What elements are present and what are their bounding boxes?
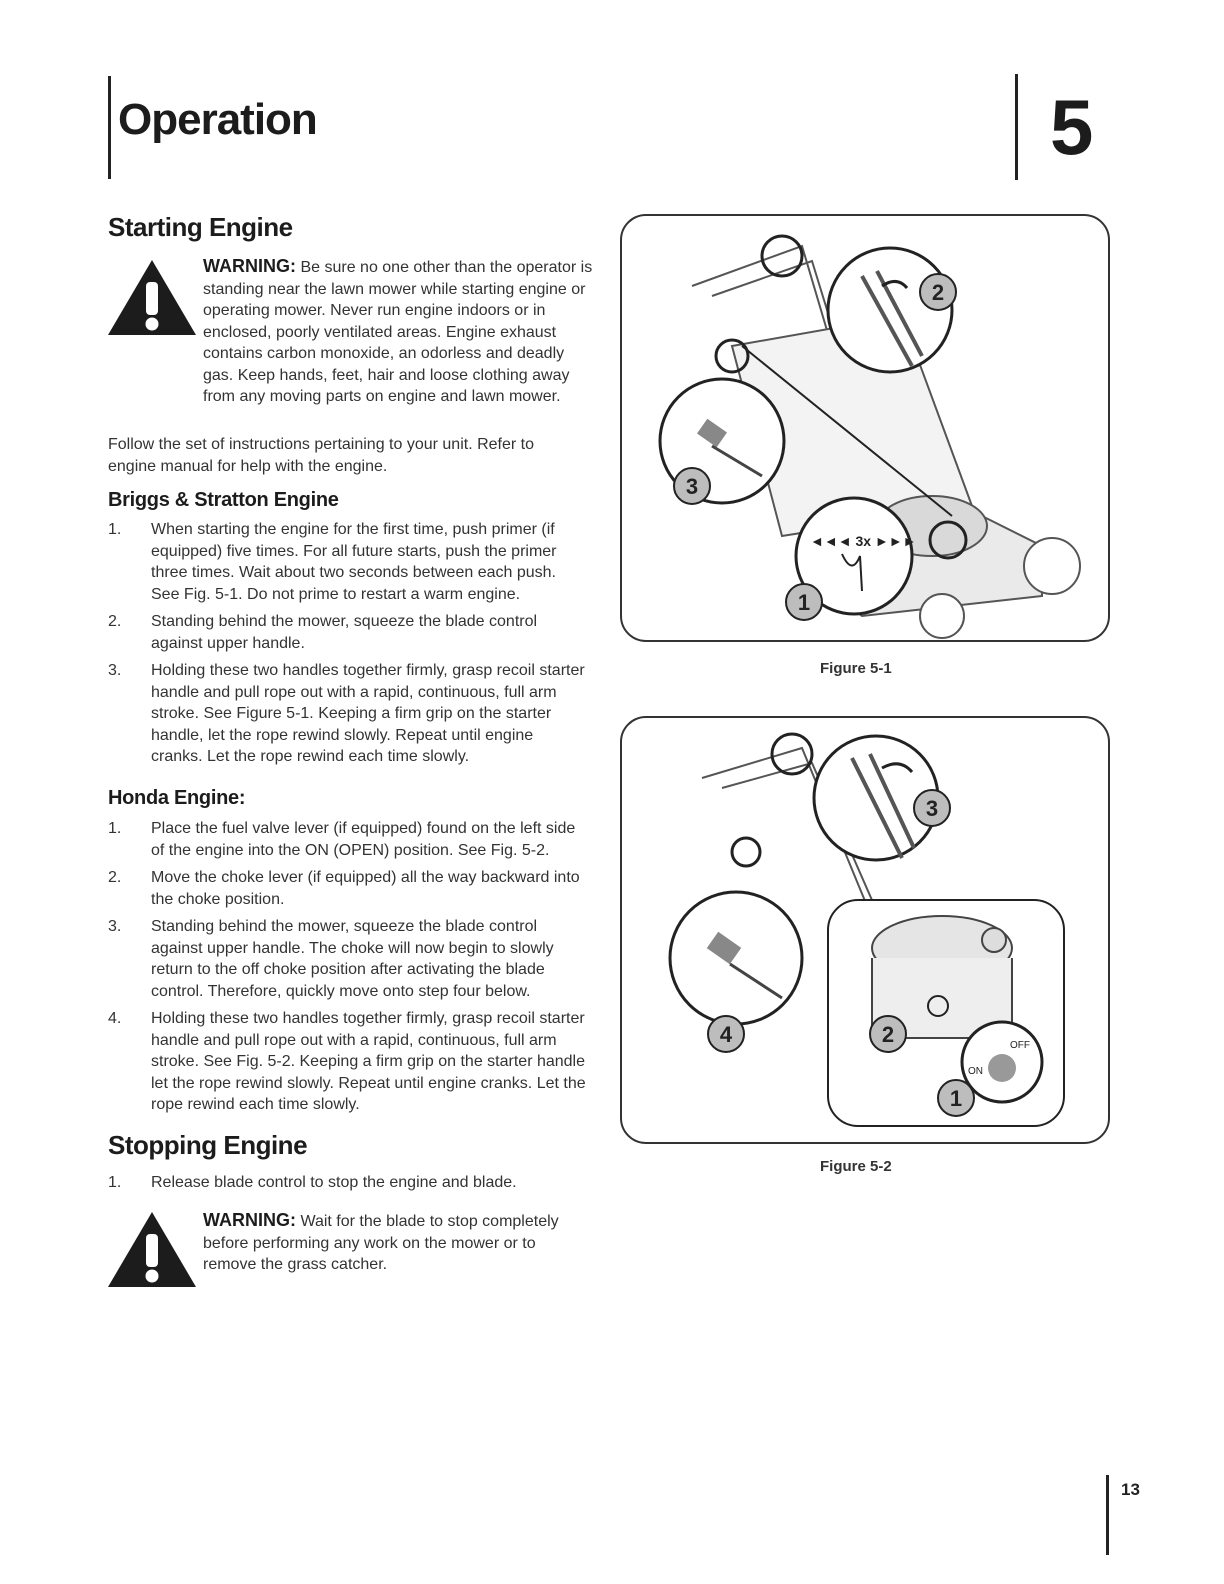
mower-illustration-1 xyxy=(622,216,1108,640)
stopping-steps xyxy=(108,1172,588,1200)
figure-5-2 xyxy=(620,716,1110,1144)
honda-heading: Honda Engine: xyxy=(108,787,246,809)
on-label: ON xyxy=(968,1066,983,1077)
figure-5-1-caption: Figure 5-1 xyxy=(820,660,892,677)
callout-2: 2 xyxy=(881,1022,895,1047)
stopping-engine-heading: Stopping Engine xyxy=(108,1130,308,1160)
chapter-title: Operation xyxy=(118,95,317,144)
list-item: 2. Standing behind the mower, squeeze the blade control against upper handle. xyxy=(108,613,538,652)
list-item: 3. Holding these two handles together firmly, grasp recoil starter handle and pull rope out with a rapid, continuous, full arm stroke. See Figure 5-1. Keeping a firm grip on the starter handle, let the rope rewind slowly. Repeat until engine cranks. Let the rope rewind each time slowly. xyxy=(108,662,585,765)
callout-3: 3 xyxy=(685,474,699,499)
list-item: 1. Release blade control to stop the engine and blade. xyxy=(108,1174,517,1191)
off-label: OFF xyxy=(1010,1040,1030,1051)
warning-triangle-icon xyxy=(106,1208,198,1290)
callout-4: 4 xyxy=(719,1022,733,1047)
briggs-heading: Briggs & Stratton Engine xyxy=(108,489,339,511)
warning-body: Be sure no one other than the operator is standing near the lawn mower while starting engine or operating mower. Never run engine indoors or in enclosed, poorly ventilated areas. Engine exhaust contains carbon monoxide, an odorless and deadly gas. Keep hands, feet, hair and loose clothing away from any moving parts on engine and lawn mower. xyxy=(203,259,593,405)
figure-5-1 xyxy=(620,214,1110,642)
honda-steps xyxy=(108,818,588,1122)
list-item: 2. Move the choke lever (if equipped) all the way backward into the choke position. xyxy=(108,869,580,908)
list-item: 3. Standing behind the mower, squeeze the blade control against upper handle. The choke will now begin to slowly return to the off choke position after activating the blade control. Therefore, quickly move onto step four below. xyxy=(108,918,554,1000)
list-item: 4. Holding these two handles together firmly, grasp recoil starter handle and pull rope out with a rapid, continuous, full arm stroke. See Fig. 5-2. Keeping a firm grip on the starter handle let the rope rewind slowly. Repeat until engine cranks. Let the rope rewind each time slowly. xyxy=(108,1010,586,1113)
mower-illustration-2 xyxy=(622,718,1108,1142)
warning-label: WARNING: xyxy=(203,256,296,276)
callout-3: 3 xyxy=(925,796,939,821)
starting-intro: Follow the set of instructions pertaining to your unit. Refer to engine manual for help with the engine. xyxy=(108,436,534,475)
callout-1: 1 xyxy=(949,1086,963,1111)
header-left-rule xyxy=(108,76,111,179)
warning-label: WARNING: xyxy=(203,1210,296,1230)
warning-triangle-icon xyxy=(106,256,198,338)
stopping-warning xyxy=(203,1210,593,1276)
list-item: 1. When starting the engine for the first time, push primer (if equipped) five times. For all future starts, push the primer three times. Wait about two seconds between each push. See Fig. 5-1. Do not prime to restart a warm engine. xyxy=(108,521,557,603)
footer-rule xyxy=(1106,1475,1109,1555)
starting-warning xyxy=(203,256,595,408)
list-item: 1. Place the fuel valve lever (if equipped) found on the left side of the engine into the ON (OPEN) position. See Fig. 5-2. xyxy=(108,820,576,859)
header-right-rule xyxy=(1015,74,1018,180)
page-number: 13 xyxy=(1121,1480,1140,1499)
callout-2: 2 xyxy=(931,280,945,305)
warning-body: Wait for the blade to stop completely before performing any work on the mower or to remove the grass catcher. xyxy=(203,1213,559,1273)
starting-engine-heading: Starting Engine xyxy=(108,212,293,242)
callout-1: 1 xyxy=(797,590,811,615)
chapter-number: 5 xyxy=(1050,83,1094,171)
figure-5-2-caption: Figure 5-2 xyxy=(820,1158,892,1175)
prime-label: ◄◄◄ 3x ►►► xyxy=(810,533,917,549)
briggs-steps xyxy=(108,519,588,774)
